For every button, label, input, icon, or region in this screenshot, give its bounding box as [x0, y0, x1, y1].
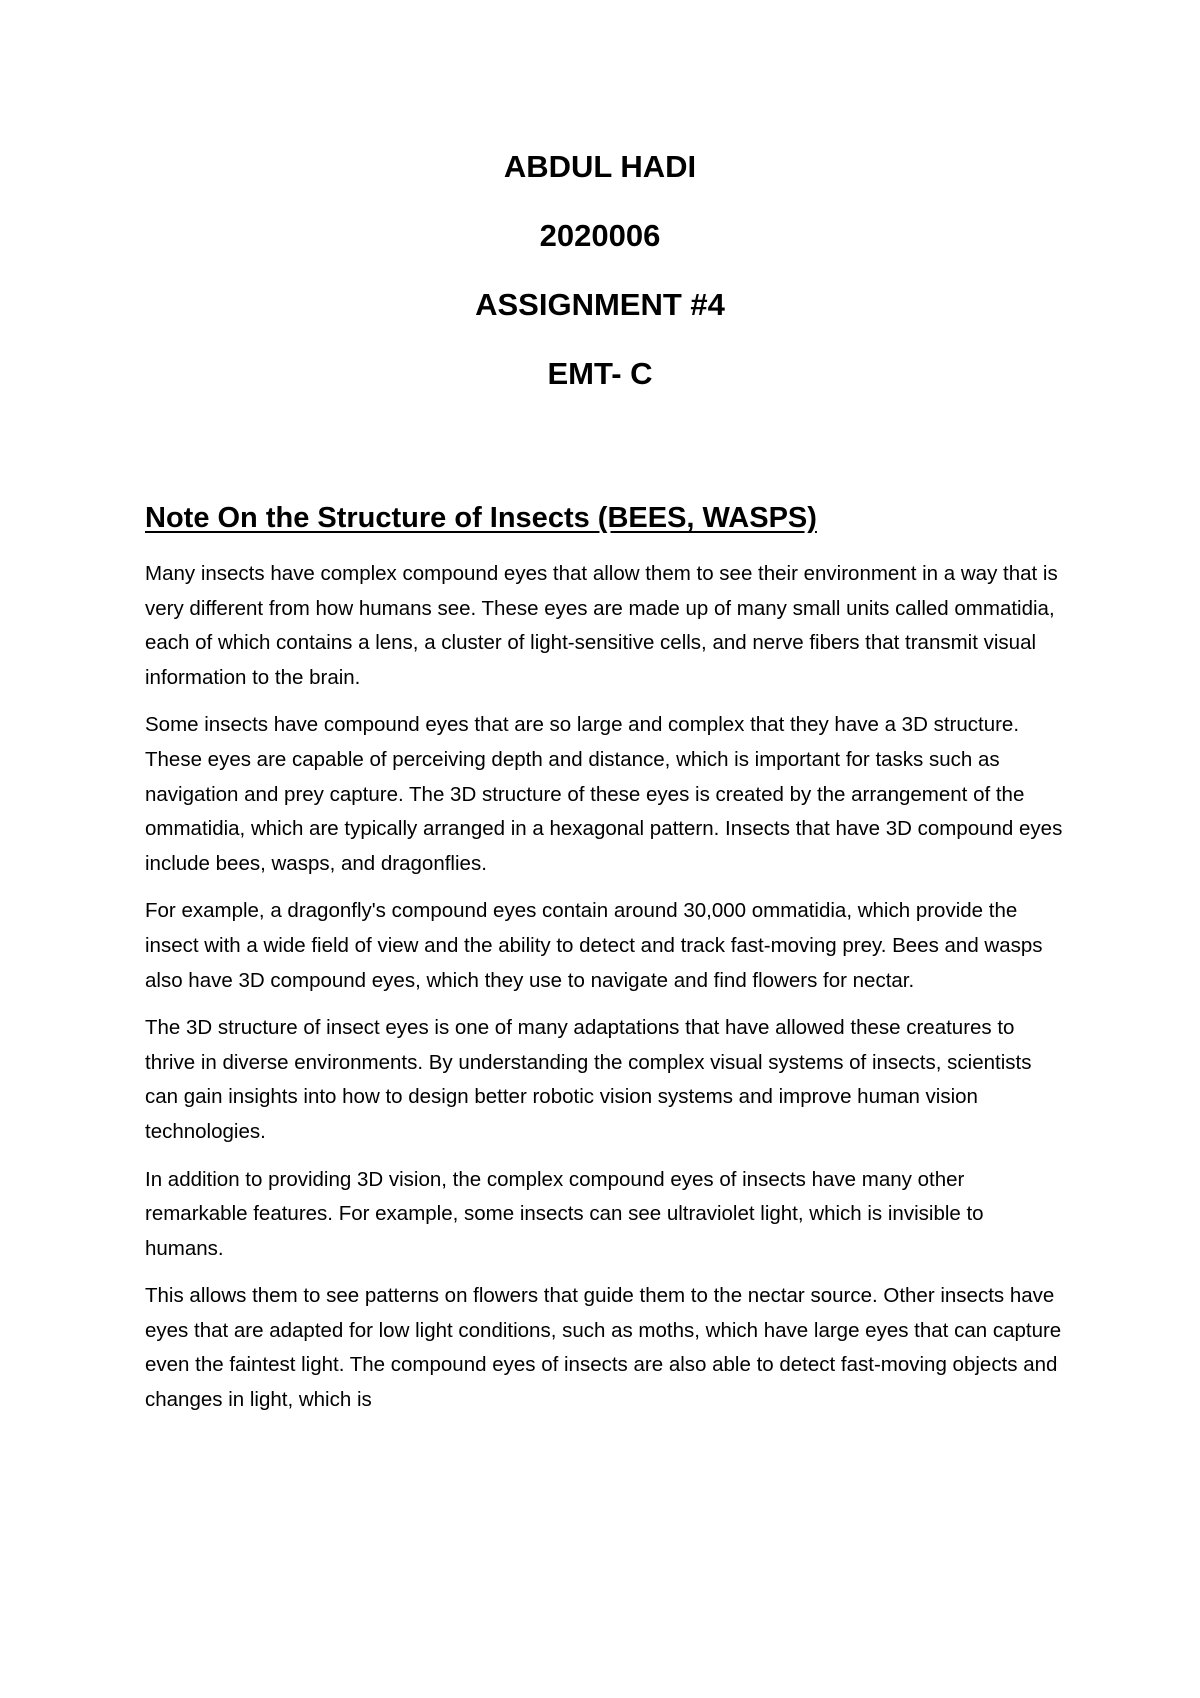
- student-name: ABDUL HADI: [503, 149, 697, 184]
- paragraph-3: For example, a dragonfly's compound eyes contain around 30,000 ommatidia, which provide the insect with a wide field of view and the ability to detect and track fast-moving prey. Bees and wasps also have 3D compound eyes, which they use to navigate and find flowers for nectar.: [145, 899, 1043, 992]
- student-id: 2020006: [539, 218, 661, 253]
- assignment-number: ASSIGNMENT #4: [475, 287, 725, 322]
- paragraph-6: This allows them to see patterns on flowers that guide them to the nectar source. Other insects have eyes that are adapted for low light conditions, such as moths, which have large eyes that can capture even the faintest light. The compound eyes of insects are also able to detect fast-moving objects and changes in light, which is: [145, 1284, 1062, 1412]
- cover-header: [0, 148, 1200, 424]
- paragraph-1: Many insects have complex compound eyes that allow them to see their environment in a way that is very different from how humans see. These eyes are made up of many small units called ommatidia, each of which contains a lens, a cluster of light-sensitive cells, and nerve fibers that transmit visual information to the brain.: [145, 562, 1058, 689]
- paragraph-4: The 3D structure of insect eyes is one of many adaptations that have allowed these creatures to thrive in diverse environments. By understanding the complex visual systems of insects, scientists can gain insights into how to design better robotic vision systems and improve human vision technologies.: [145, 1016, 1032, 1143]
- paragraph-2: Some insects have compound eyes that are so large and complex that they have a 3D structure. These eyes are capable of perceiving depth and distance, which is important for tasks such as navigation and prey capture. The 3D structure of these eyes is created by the arrangement of the ommatidia, which are typically arranged in a hexagonal pattern. Insects that have 3D compound eyes include bees, wasps, and dragonflies.: [145, 713, 1063, 875]
- paragraph-5: In addition to providing 3D vision, the complex compound eyes of insects have many other remarkable features. For example, some insects can see ultraviolet light, which is invisible to humans.: [145, 1167, 984, 1260]
- section-label: EMT- C: [547, 356, 653, 391]
- document-title: Note On the Structure of Insects (BEES, WASPS): [145, 502, 817, 534]
- document-body: [145, 500, 1065, 1431]
